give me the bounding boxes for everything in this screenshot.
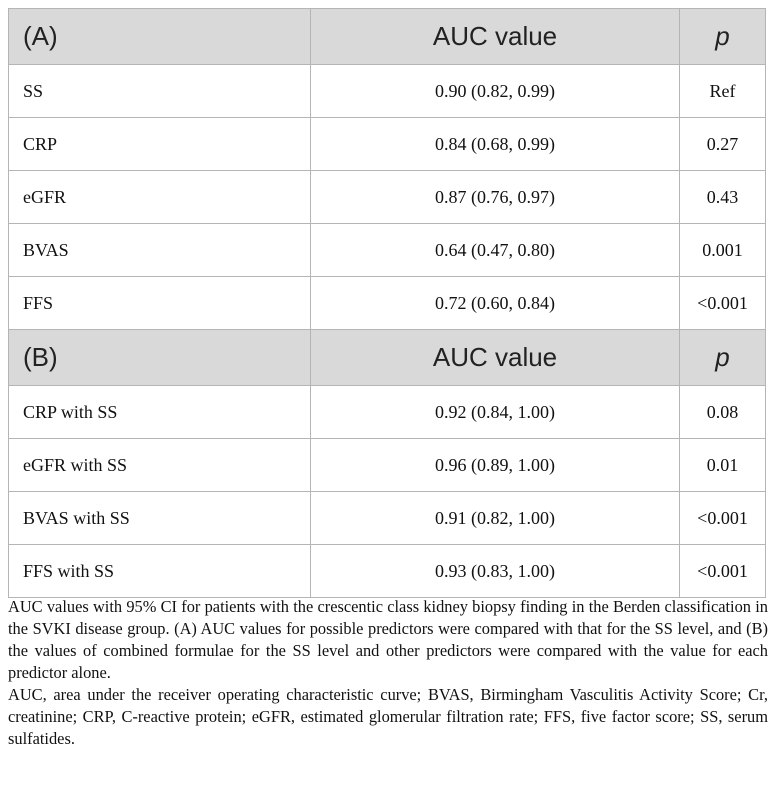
predictor-name: eGFR with SS (9, 439, 311, 492)
auc-value: 0.96 (0.89, 1.00) (311, 439, 680, 492)
predictor-name: BVAS (9, 224, 311, 277)
predictor-name: FFS with SS (9, 545, 311, 598)
section-b-label: (B) (9, 330, 311, 386)
table-caption: AUC values with 95% CI for patients with the crescentic class kidney biopsy finding in the Berden classification in the SVKI disease group. (A) AUC values for possible predictors were compared with that for the SS level, and (B) the values of combined formulae for the SS level and other predictors were compared with the value for each predictor alone. (8, 597, 768, 682)
section-a-label: (A) (9, 9, 311, 65)
p-value: 0.27 (680, 118, 766, 171)
predictor-name: BVAS with SS (9, 492, 311, 545)
auc-value: 0.64 (0.47, 0.80) (311, 224, 680, 277)
auc-table (8, 8, 766, 598)
table-row (9, 118, 766, 171)
auc-column-header: AUC value (311, 330, 680, 386)
p-value: 0.43 (680, 171, 766, 224)
p-column-header: p (680, 330, 766, 386)
auc-value: 0.92 (0.84, 1.00) (311, 386, 680, 439)
auc-value: 0.72 (0.60, 0.84) (311, 277, 680, 330)
predictor-name: eGFR (9, 171, 311, 224)
auc-value: 0.93 (0.83, 1.00) (311, 545, 680, 598)
table-row (9, 545, 766, 598)
p-value: 0.08 (680, 386, 766, 439)
predictor-name: SS (9, 65, 311, 118)
auc-table-container (8, 8, 765, 598)
auc-column-header: AUC value (311, 9, 680, 65)
section-b-header-row (9, 330, 766, 386)
table-footnotes (8, 596, 768, 750)
table-row (9, 439, 766, 492)
p-value: 0.01 (680, 439, 766, 492)
p-value: <0.001 (680, 277, 766, 330)
p-value: 0.001 (680, 224, 766, 277)
auc-value: 0.87 (0.76, 0.97) (311, 171, 680, 224)
table-row (9, 171, 766, 224)
p-value: Ref (680, 65, 766, 118)
table-row (9, 492, 766, 545)
table-row (9, 224, 766, 277)
table-row (9, 277, 766, 330)
auc-value: 0.84 (0.68, 0.99) (311, 118, 680, 171)
predictor-name: CRP (9, 118, 311, 171)
predictor-name: CRP with SS (9, 386, 311, 439)
p-column-header: p (680, 9, 766, 65)
auc-value: 0.91 (0.82, 1.00) (311, 492, 680, 545)
p-value: <0.001 (680, 545, 766, 598)
table-row (9, 386, 766, 439)
table-row (9, 65, 766, 118)
section-a-header-row (9, 9, 766, 65)
predictor-name: FFS (9, 277, 311, 330)
p-value: <0.001 (680, 492, 766, 545)
abbreviations-note: AUC, area under the receiver operating characteristic curve; BVAS, Birmingham Vasculitis Activity Score; Cr, creatinine; CRP, C-reactive protein; eGFR, estimated glomerular filtration rate; FFS, five factor score; SS, serum sulfatides. (8, 685, 768, 748)
auc-value: 0.90 (0.82, 0.99) (311, 65, 680, 118)
